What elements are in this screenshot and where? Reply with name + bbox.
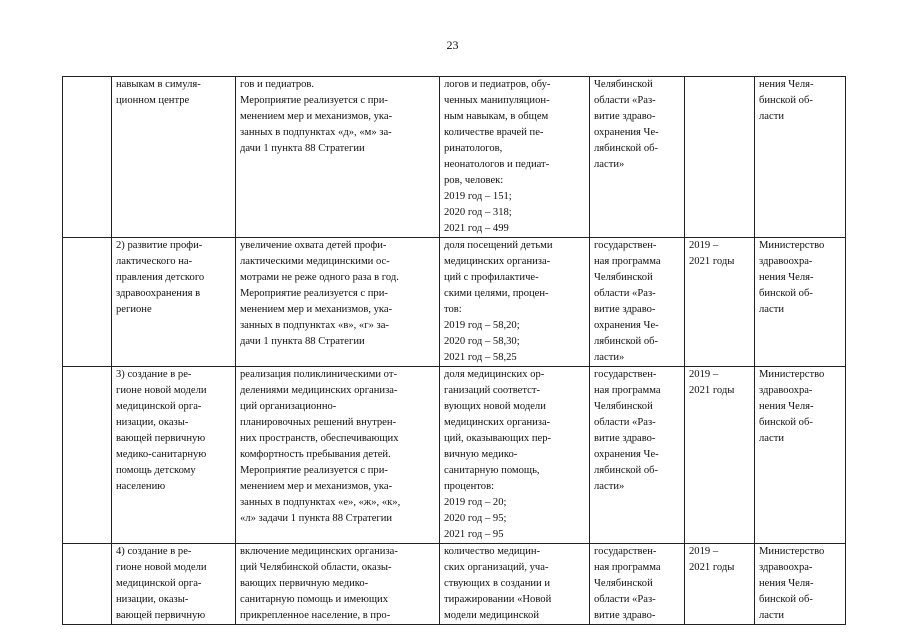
period-cell <box>685 238 755 367</box>
cell-text-line: «л» задачи 1 пункта 88 Стратегии <box>240 513 393 524</box>
cell-text-line: лябинской об- <box>594 465 659 476</box>
measure-cell <box>236 238 440 367</box>
cell-text-line: занных в подпунктах «в», «г» за- <box>240 320 389 331</box>
cell-text-line: ций организационно- <box>240 401 337 412</box>
cell-text-line: государствен- <box>594 546 657 557</box>
cell-text-line: ганизаций соответст- <box>444 385 540 396</box>
cell-text-line: гионе новой модели <box>116 562 207 573</box>
cell-text-line: ров, человек: <box>444 175 504 186</box>
cell-text-line: 3) создание в ре- <box>116 369 192 380</box>
cell-text-line: Министерство <box>759 369 825 380</box>
cell-text-line: лактического на- <box>116 256 193 267</box>
responsible-cell <box>755 238 846 367</box>
table-row <box>63 367 846 544</box>
number-cell <box>63 544 112 625</box>
page-number: 23 <box>446 38 459 52</box>
cell-text-line: вичную медико- <box>444 449 518 460</box>
measures-table <box>62 76 846 625</box>
table-row <box>63 544 846 625</box>
cell-text-line: логов и педиатров, обу- <box>444 79 551 90</box>
cell-text-line: медико-санитарную <box>116 449 207 460</box>
cell-text-line: ным навыкам, в общем <box>444 111 549 122</box>
task-cell <box>112 238 236 367</box>
number-cell <box>63 367 112 544</box>
cell-text-line: реализация поликлиническими от- <box>240 369 397 380</box>
cell-text-line: занных в подпунктах «е», «ж», «к», <box>240 497 401 508</box>
cell-text-line: вующих новой модели <box>444 401 546 412</box>
cell-text-line: вающей первичную <box>116 433 206 444</box>
cell-text-line: ласти» <box>594 481 625 492</box>
cell-text-line: количество медицин- <box>444 546 541 557</box>
cell-text-line: лябинской об- <box>594 143 659 154</box>
cell-text-line: государствен- <box>594 240 657 251</box>
cell-text-line: Мероприятие реализуется с при- <box>240 465 388 476</box>
cell-text-line: нения Челя- <box>759 79 814 90</box>
cell-text-line: ная программа <box>594 562 661 573</box>
cell-text-line: помощь детскому <box>116 465 196 476</box>
cell-text-line: дачи 1 пункта 88 Стратегии <box>240 143 365 154</box>
cell-text-line: модели медицинской <box>444 610 540 621</box>
cell-text-line: 2020 год – 58,30; <box>444 336 520 347</box>
table-row <box>63 238 846 367</box>
cell-text-line: ций Челябинской области, оказы- <box>240 562 392 573</box>
cell-text-line: вающей первичную <box>116 610 206 621</box>
cell-text-line: Мероприятие реализуется с при- <box>240 95 388 106</box>
cell-text-line: бинской об- <box>759 95 813 106</box>
cell-text-line: бинской об- <box>759 417 813 428</box>
task-cell <box>112 544 236 625</box>
cell-text-line: 2021 годы <box>689 562 735 573</box>
cell-text-line: витие здраво- <box>594 304 656 315</box>
cell-text-line: прикрепленное население, в про- <box>240 610 391 621</box>
cell-text-line: области «Раз- <box>594 288 656 299</box>
cell-text-line: Мероприятие реализуется с при- <box>240 288 388 299</box>
cell-text-line: ствующих в создании и <box>444 578 551 589</box>
cell-text-line: здравоохра- <box>759 385 813 396</box>
cell-text-line: Министерство <box>759 546 825 557</box>
cell-text-line: ласти <box>759 304 784 315</box>
cell-text-line: 2019 год – 151; <box>444 191 512 202</box>
cell-text-line: государствен- <box>594 369 657 380</box>
cell-text-line: Челябинской <box>594 401 653 412</box>
indicator-cell <box>440 544 590 625</box>
cell-text-line: нения Челя- <box>759 272 814 283</box>
number-cell <box>63 77 112 238</box>
cell-text-line: ченных манипуляцион- <box>444 95 550 106</box>
cell-text-line: бинской об- <box>759 288 813 299</box>
cell-text-line: ласти <box>759 111 784 122</box>
cell-text-line: них пространств, обеспечивающих <box>240 433 399 444</box>
cell-text-line: 2019 – <box>689 240 719 251</box>
cell-text-line: 2020 год – 318; <box>444 207 512 218</box>
cell-text-line: витие здраво- <box>594 610 656 621</box>
measure-cell <box>236 367 440 544</box>
number-cell <box>63 238 112 367</box>
cell-text-line: 2020 год – 95; <box>444 513 507 524</box>
cell-text-line: доля посещений детьми <box>444 240 553 251</box>
period-cell <box>685 367 755 544</box>
cell-text-line: мотрами не реже одного раза в год. <box>240 272 399 283</box>
cell-text-line: здравоохра- <box>759 562 813 573</box>
cell-text-line: витие здраво- <box>594 433 656 444</box>
indicator-cell <box>440 77 590 238</box>
indicator-cell <box>440 367 590 544</box>
table-row <box>63 77 846 238</box>
cell-text-line: ций с профилактиче- <box>444 272 539 283</box>
cell-text-line: менением мер и механизмов, ука- <box>240 304 393 315</box>
cell-text-line: тов: <box>444 304 462 315</box>
cell-text-line: санитарную помощь и имеющих <box>240 594 388 605</box>
indicator-cell <box>440 238 590 367</box>
cell-text-line: гов и педиатров. <box>240 79 315 90</box>
cell-text-line: ционном центре <box>116 95 190 106</box>
cell-text-line: 4) создание в ре- <box>116 546 192 557</box>
cell-text-line: медицинской орга- <box>116 401 202 412</box>
responsible-cell <box>755 544 846 625</box>
cell-text-line: 2021 год – 499 <box>444 223 509 234</box>
cell-text-line: ских организаций, уча- <box>444 562 549 573</box>
cell-text-line: медицинской орга- <box>116 578 202 589</box>
cell-text-line: тиражировании «Новой <box>444 594 552 605</box>
cell-text-line: 2021 годы <box>689 256 735 267</box>
cell-text-line: нения Челя- <box>759 401 814 412</box>
cell-text-line: менением мер и механизмов, ука- <box>240 111 393 122</box>
cell-text-line: неонатологов и педиат- <box>444 159 550 170</box>
cell-text-line: скими целями, процен- <box>444 288 549 299</box>
cell-text-line: 2019 – <box>689 546 719 557</box>
cell-text-line: Челябинской <box>594 79 653 90</box>
measure-cell <box>236 544 440 625</box>
cell-text-line: делениями медицинских организа- <box>240 385 398 396</box>
period-cell <box>685 77 755 238</box>
cell-text-line: занных в подпунктах «д», «м» за- <box>240 127 392 138</box>
cell-text-line: 2021 годы <box>689 385 735 396</box>
cell-text-line: ласти» <box>594 352 625 363</box>
cell-text-line: здравоохранения в <box>116 288 201 299</box>
cell-text-line: витие здраво- <box>594 111 656 122</box>
program-cell <box>590 367 685 544</box>
cell-text-line: комфортность пребывания детей. <box>240 449 391 460</box>
cell-text-line: области «Раз- <box>594 417 656 428</box>
cell-text-line: медицинских организа- <box>444 417 551 428</box>
cell-text-line: 2019 год – 20; <box>444 497 507 508</box>
cell-text-line: навыкам в симуля- <box>116 79 201 90</box>
cell-text-line: дачи 1 пункта 88 Стратегии <box>240 336 365 347</box>
cell-text-line: нения Челя- <box>759 578 814 589</box>
cell-text-line: ная программа <box>594 256 661 267</box>
cell-text-line: ласти <box>759 610 784 621</box>
cell-text-line: здравоохра- <box>759 256 813 267</box>
cell-text-line: охранения Че- <box>594 320 659 331</box>
cell-text-line: гионе новой модели <box>116 385 207 396</box>
responsible-cell <box>755 77 846 238</box>
cell-text-line: охранения Че- <box>594 449 659 460</box>
cell-text-line: 2021 год – 95 <box>444 529 504 540</box>
cell-text-line: регионе <box>116 304 152 315</box>
program-cell <box>590 238 685 367</box>
cell-text-line: вающих первичную медико- <box>240 578 369 589</box>
responsible-cell <box>755 367 846 544</box>
cell-text-line: низации, оказы- <box>116 594 189 605</box>
measure-cell <box>236 77 440 238</box>
cell-text-line: ная программа <box>594 385 661 396</box>
task-cell <box>112 367 236 544</box>
cell-text-line: лябинской об- <box>594 336 659 347</box>
cell-text-line: правления детского <box>116 272 205 283</box>
cell-text-line: увеличение охвата детей профи- <box>240 240 387 251</box>
cell-text-line: включение медицинских организа- <box>240 546 398 557</box>
cell-text-line: 2019 – <box>689 369 719 380</box>
cell-text-line: процентов: <box>444 481 495 492</box>
cell-text-line: 2) развитие профи- <box>116 240 203 251</box>
cell-text-line: низации, оказы- <box>116 417 189 428</box>
program-cell <box>590 544 685 625</box>
cell-text-line: области «Раз- <box>594 594 656 605</box>
task-cell <box>112 77 236 238</box>
cell-text-line: медицинских организа- <box>444 256 551 267</box>
cell-text-line: Министерство <box>759 240 825 251</box>
cell-text-line: ринатологов, <box>444 143 503 154</box>
cell-text-line: ласти» <box>594 159 625 170</box>
cell-text-line: лактическими медицинскими ос- <box>240 256 390 267</box>
cell-text-line: Челябинской <box>594 578 653 589</box>
period-cell <box>685 544 755 625</box>
cell-text-line: количестве врачей пе- <box>444 127 544 138</box>
cell-text-line: 2021 год – 58,25 <box>444 352 517 363</box>
cell-text-line: Челябинской <box>594 272 653 283</box>
cell-text-line: доля медицинских ор- <box>444 369 545 380</box>
cell-text-line: населению <box>116 481 166 492</box>
cell-text-line: санитарную помощь, <box>444 465 540 476</box>
program-cell <box>590 77 685 238</box>
cell-text-line: менением мер и механизмов, ука- <box>240 481 393 492</box>
cell-text-line: охранения Че- <box>594 127 659 138</box>
cell-text-line: 2019 год – 58,20; <box>444 320 520 331</box>
cell-text-line: планировочных решений внутрен- <box>240 417 397 428</box>
cell-text-line: области «Раз- <box>594 95 656 106</box>
cell-text-line: бинской об- <box>759 594 813 605</box>
cell-text-line: ций, оказывающих пер- <box>444 433 552 444</box>
cell-text-line: ласти <box>759 433 784 444</box>
